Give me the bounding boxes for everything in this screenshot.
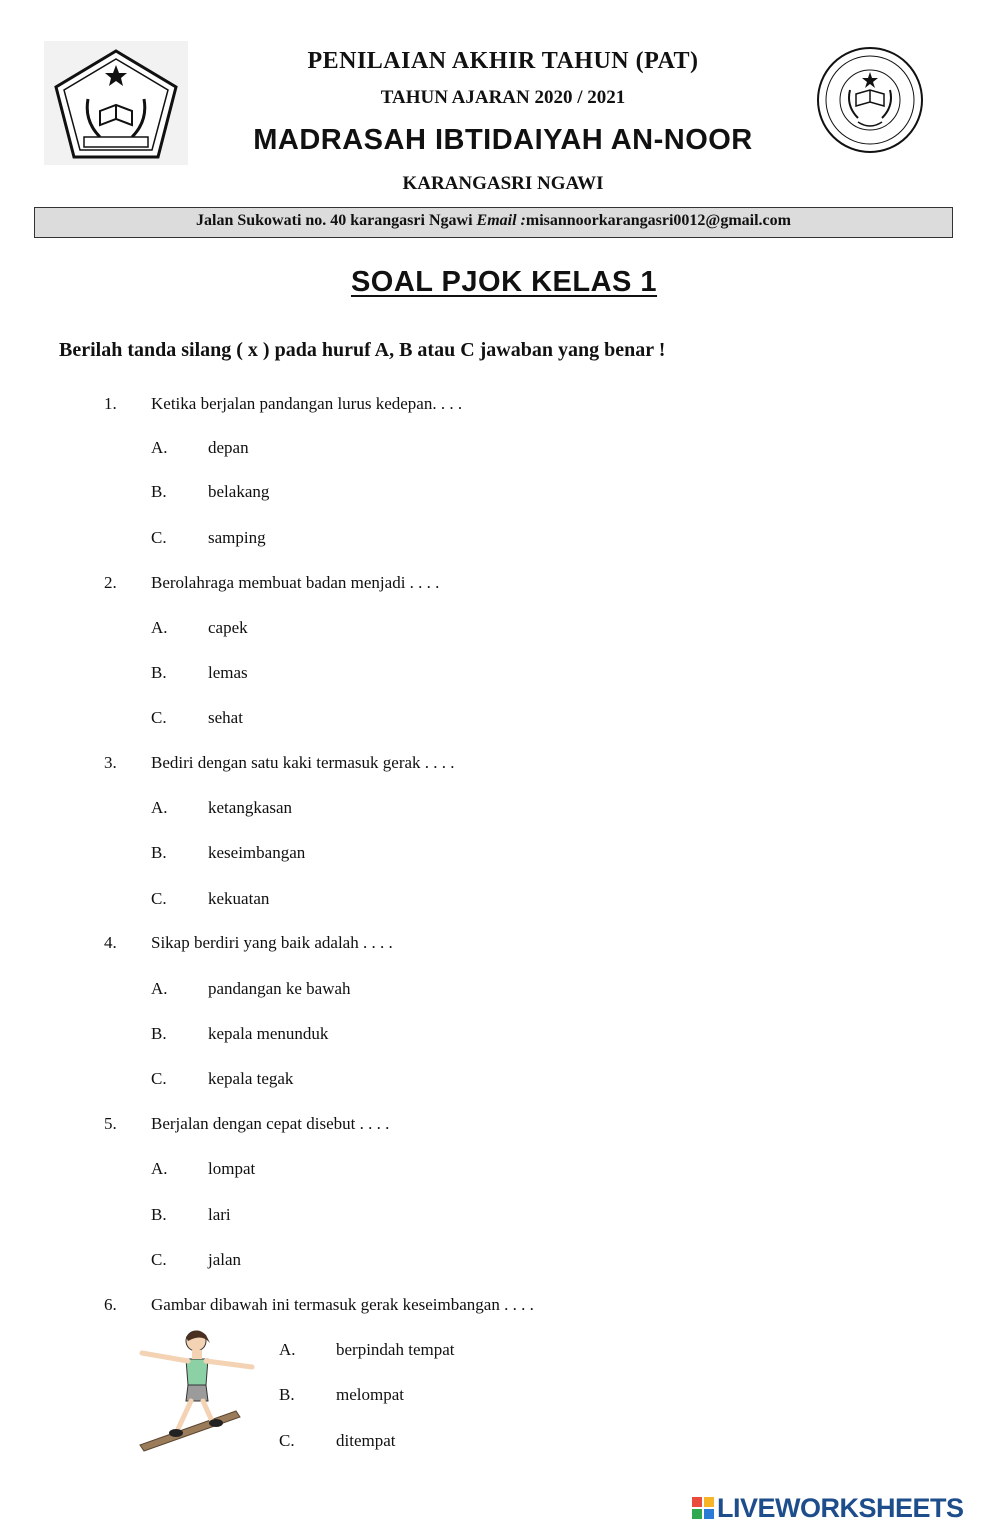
option-letter: A. bbox=[151, 438, 168, 457]
option-text[interactable]: depan bbox=[208, 438, 249, 457]
page-title: SOAL PJOK KELAS 1 bbox=[350, 266, 658, 298]
academic-year: TAHUN AJARAN 2020 / 2021 bbox=[380, 87, 626, 108]
question-text: Berolahraga membuat badan menjadi . . . . bbox=[151, 573, 440, 592]
email-address: misannoorkarangasri0012@gmail.com bbox=[525, 212, 791, 229]
option-text[interactable]: belakang bbox=[208, 482, 270, 501]
instruction: Berilah tanda silang ( x ) pada huruf A, B atau C jawaban yang benar ! bbox=[59, 339, 666, 361]
option-text[interactable]: kepala tegak bbox=[208, 1069, 294, 1088]
question-number: 2. bbox=[104, 573, 117, 592]
balancing-girl-illustration bbox=[136, 1323, 260, 1455]
option-letter: C. bbox=[151, 528, 167, 547]
question-number: 1. bbox=[104, 394, 117, 413]
option-letter: C. bbox=[151, 1250, 167, 1269]
option-letter: A. bbox=[151, 618, 168, 637]
school-name: MADRASAH IBTIDAIYAH AN-NOOR bbox=[253, 124, 753, 156]
exam-title: PENILAIAN AKHIR TAHUN (PAT) bbox=[307, 48, 699, 74]
option-letter: C. bbox=[151, 708, 167, 727]
option-text[interactable]: lompat bbox=[208, 1159, 256, 1178]
liveworksheets-logo[interactable] bbox=[692, 1493, 964, 1523]
option-letter: B. bbox=[151, 482, 167, 501]
question-text: Ketika berjalan pandangan lurus kedepan. . . . bbox=[151, 394, 463, 413]
address-bar bbox=[34, 207, 953, 238]
option-letter: C. bbox=[279, 1431, 295, 1450]
question-number: 3. bbox=[104, 753, 117, 772]
option-letter: B. bbox=[151, 843, 167, 862]
option-text[interactable]: berpindah tempat bbox=[336, 1340, 455, 1359]
address-text: Jalan Sukowati no. 40 karangasri Ngawi bbox=[196, 212, 477, 229]
option-letter: B. bbox=[151, 663, 167, 682]
option-text[interactable]: capek bbox=[208, 618, 248, 637]
option-letter: A. bbox=[151, 1159, 168, 1178]
option-text[interactable]: ketangkasan bbox=[208, 798, 293, 817]
liveworksheets-icon bbox=[692, 1497, 714, 1519]
option-letter: A. bbox=[151, 979, 168, 998]
option-text[interactable]: jalan bbox=[208, 1250, 242, 1269]
question-number: 5. bbox=[104, 1114, 117, 1133]
option-text[interactable]: kepala menunduk bbox=[208, 1024, 329, 1043]
option-letter: C. bbox=[151, 1069, 167, 1088]
school-location: KARANGASRI NGAWI bbox=[402, 173, 604, 194]
option-text[interactable]: sehat bbox=[208, 708, 243, 727]
option-letter: B. bbox=[151, 1024, 167, 1043]
email-label: Email : bbox=[476, 212, 526, 229]
question-text: Gambar dibawah ini termasuk gerak keseimbangan . . . . bbox=[151, 1295, 534, 1314]
option-text[interactable]: samping bbox=[208, 528, 266, 547]
option-letter: A. bbox=[151, 798, 168, 817]
question-text: Sikap berdiri yang baik adalah . . . . bbox=[151, 933, 393, 952]
question-number: 4. bbox=[104, 933, 117, 952]
option-text[interactable]: lari bbox=[208, 1205, 231, 1224]
option-letter: A. bbox=[279, 1340, 296, 1359]
liveworksheets-text: LIVEWORKSHEETS bbox=[717, 1492, 964, 1523]
option-letter: B. bbox=[151, 1205, 167, 1224]
question-text: Bediri dengan satu kaki termasuk gerak . . . . bbox=[151, 753, 455, 772]
option-text[interactable]: keseimbangan bbox=[208, 843, 306, 862]
ministry-logo bbox=[44, 41, 188, 165]
option-letter: B. bbox=[279, 1385, 295, 1404]
question-text: Berjalan dengan cepat disebut . . . . bbox=[151, 1114, 390, 1133]
option-text[interactable]: lemas bbox=[208, 663, 248, 682]
option-text[interactable]: melompat bbox=[336, 1385, 404, 1404]
option-text[interactable]: kekuatan bbox=[208, 889, 270, 908]
option-text[interactable]: pandangan ke bawah bbox=[208, 979, 351, 998]
school-logo bbox=[814, 44, 926, 156]
option-letter: C. bbox=[151, 889, 167, 908]
question-number: 6. bbox=[104, 1295, 117, 1314]
option-text[interactable]: ditempat bbox=[336, 1431, 396, 1450]
